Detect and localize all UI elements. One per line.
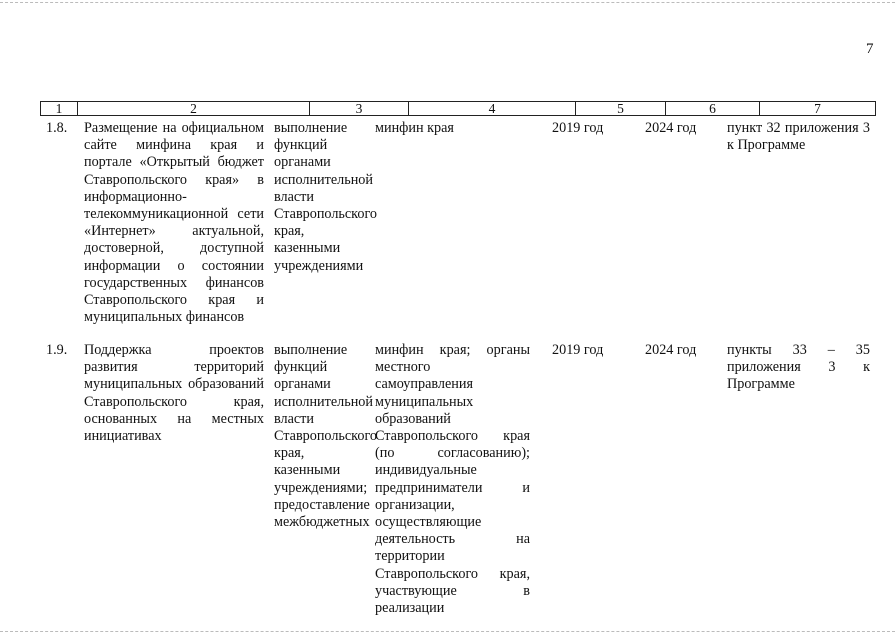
header-col-3: 3 [310,102,409,115]
header-col-1: 1 [41,102,78,115]
measure-name: Поддержка проектов развития территорий муниципальных образований Ставропольского края, основанных на местных инициативах [84,342,264,445]
row-number: 1.9. [46,342,68,358]
end-year: 2024 год [645,342,697,358]
responsible-executor: минфин края [375,120,454,136]
responsible-executor: минфин края; органы местного самоуправления муниципальных образований Ставропольского края (по согласованию); индивидуальные предприниматели и организации, осуществляющие деятельность на территории Ставропольского края, участвующие в реализации [375,342,530,617]
program-link: пункты 33 – 35 приложения 3 к Программе [727,342,870,393]
scan-edge-top [0,2,895,3]
header-col-7: 7 [814,101,821,116]
measure-name: Размещение на официальном сайте минфина края и портале «Открытый бюджет Ставропольского края» в информационно-телекоммуникационной сети «Интернет» актуальной, достоверной, доступной информации о состоянии государственных финансов Ставропольского края и муниципальных финансов [84,120,264,326]
executor-type: выполнение функций органами исполнительной власти Ставропольского края, казенными учреждениями; предоставление межбюджетных [274,342,378,531]
header-col-2: 2 [78,102,310,115]
header-col-4: 4 [409,102,576,115]
scan-edge-bottom [0,631,895,632]
start-year: 2019 год [552,342,604,358]
page-number: 7 [866,41,874,57]
header-col-6: 6 [666,102,760,115]
program-link: пункт 32 приложения 3 к Программе [727,120,870,154]
row-number: 1.8. [46,120,68,136]
start-year: 2019 год [552,120,604,136]
end-year: 2024 год [645,120,697,136]
header-col-5: 5 [576,102,666,115]
column-number-header [40,101,876,116]
executor-type: выполнение функций органами исполнительной власти Ставропольского края, казенными учреждениями [274,120,378,274]
